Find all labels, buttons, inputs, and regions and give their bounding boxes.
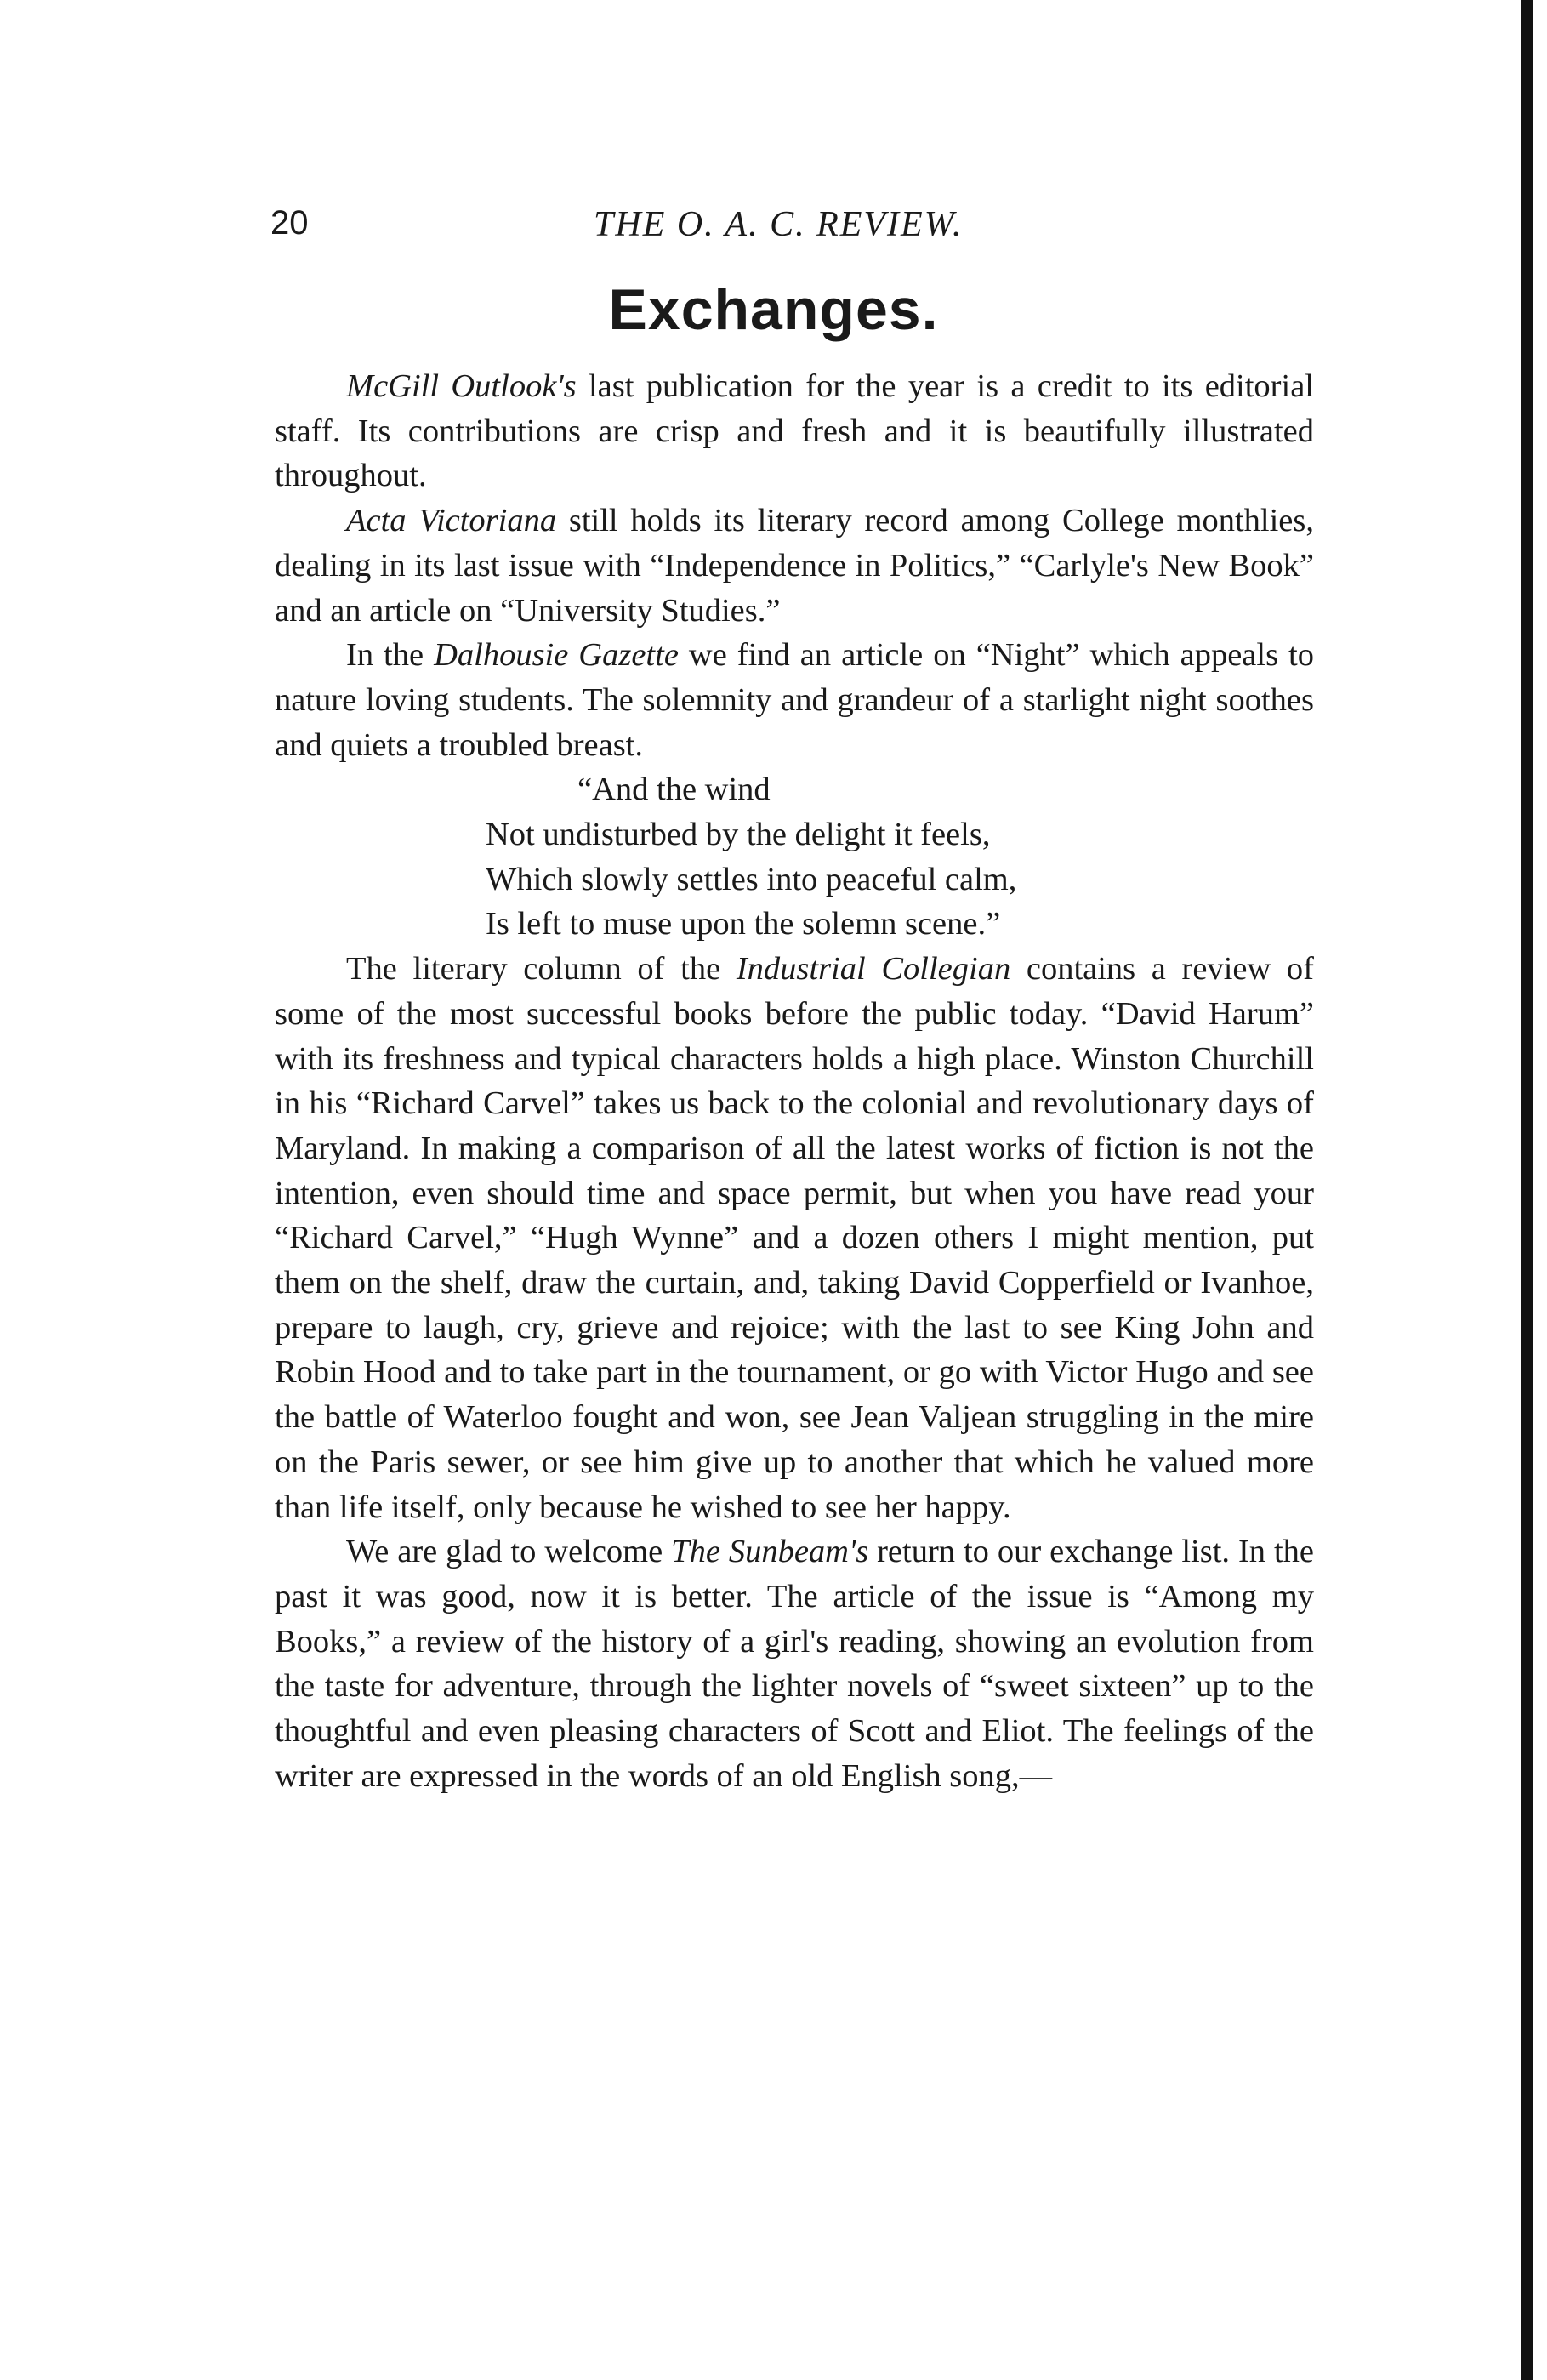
publication-name: Industrial Collegian	[736, 951, 1011, 988]
paragraph-lead: The literary column of the	[346, 951, 737, 988]
page-number: 20	[270, 204, 309, 242]
paragraph-lead: We are glad to welcome	[346, 1534, 672, 1570]
publication-name: McGill Outlook's	[346, 368, 577, 404]
paragraph-text: contains a review of some of the most successful books before the public today. “David Harum” with its freshness and typical characters holds a high place. Winston Churchill in his “Richard Carvel” takes us back to the colonial and revolutionary days of Maryland. In making a comparison of all the latest works of fiction is not the intention, even should time and space permit, but when you have read your “Richard Carvel,” “Hugh Wynne” and a dozen others I might mention, put them on the shelf, draw the curtain, and, taking David Copperfield or Ivanhoe, prepare to laugh, cry, grieve and rejoice; with the last to see King John and Robin Hood and to take part in the tournament, or go with Victor Hugo and see the battle of Waterloo fought and won, see Jean Valjean struggling in the mire on the Paris sewer, or see him give up to another that which he valued more than life itself, only because he wished to see her happy.	[275, 951, 1315, 1525]
paragraph-sunbeam	[275, 1529, 1314, 1798]
verse-line: Is left to muse upon the solemn scene.”	[486, 906, 1001, 942]
article-body	[275, 364, 1314, 1799]
running-title: THE O. A. C. REVIEW.	[594, 205, 964, 244]
verse-line: “And the wind	[577, 772, 771, 808]
page-header	[270, 204, 1317, 255]
paragraph-mcgill	[275, 364, 1314, 498]
page-edge-rule	[1521, 0, 1533, 2380]
verse-quote	[486, 767, 1314, 947]
paragraph-text: still holds its literary record among College monthlies, dealing in its last issue with “Independence in Politics,” “Carlyle's New Book” and an article on “University Studies.”	[275, 503, 1314, 629]
paragraph-text: last publication for the year is a credit to its editorial staff. Its contributions are crisp and fresh and it is beautifully illustrated throughout.	[275, 368, 1314, 494]
publication-name: Acta Victoriana	[346, 503, 557, 539]
paragraph-lead: In the	[346, 637, 435, 674]
paragraph-acta	[275, 498, 1314, 633]
publication-name: The Sunbeam's	[671, 1534, 869, 1570]
verse-line: Not undisturbed by the delight it feels,	[486, 817, 991, 853]
paragraph-dalhousie	[275, 633, 1314, 767]
paragraph-text: return to our exchange list. In the past it was good, now it is better. The article of the issue is “Among my Books,” a review of the history of a girl's reading, showing an evolution from the taste for adventure, through the lighter novels of “sweet sixteen” up to the thoughtful and even pleasing characters of Scott and Eliot. The feelings of the writer are expressed in the words of an old English song,—	[275, 1534, 1314, 1794]
verse-line: Which slowly settles into peaceful calm,	[486, 861, 1017, 897]
publication-name: Dalhousie Gazette	[434, 637, 679, 674]
paragraph-collegian	[275, 947, 1314, 1529]
section-title: Exchanges.	[608, 277, 939, 342]
paragraph-text: we find an article on “Night” which appeals to nature loving students. The solemnity and grandeur of a starlight night soothes and quiets a troubled breast.	[275, 637, 1314, 763]
